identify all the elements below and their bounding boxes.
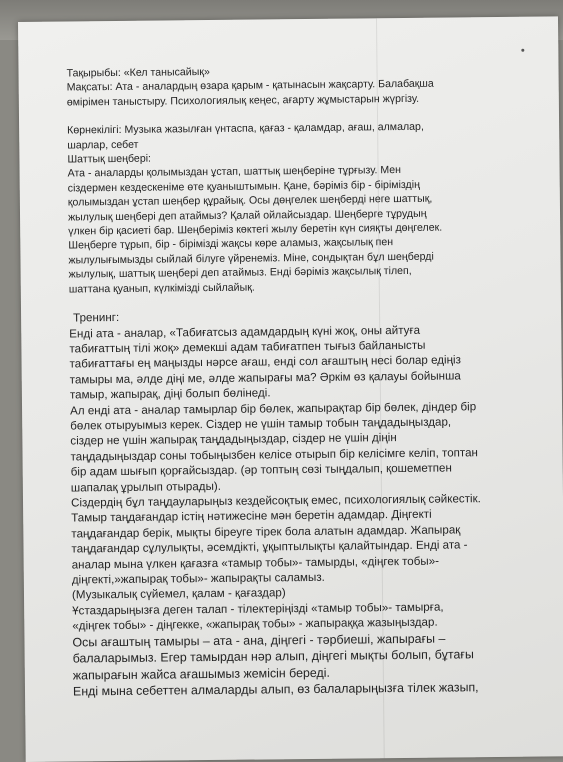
page-speck bbox=[521, 49, 524, 52]
text-line: Сіздердің бұл таңдауларыңыз кездейсоқтық емес, психологиялық сәйкестік. bbox=[70, 492, 481, 510]
text-line: Ал енді ата - аналар тамырлар бір бөлек, жапырақтар бір бөлек, діндер бір bbox=[70, 399, 477, 418]
text-line: таңдадыңыздар соны тобыңызбен келісе отырып бір келісімге келіп, топтан bbox=[70, 445, 478, 464]
text-line: Енді ата - аналар, «Табиғатсыз адамдардың күні жоқ, оны айтуға bbox=[69, 323, 421, 340]
text-line: балаларымыз. Егер тамырдан нәр алып, діңгегі мықты болып, бұтағы bbox=[72, 647, 474, 666]
text-line: Көрнекілігі: Музыка жазылған үнтаспа, қағаз - қаламдар, ағаш, алмалар, bbox=[67, 120, 424, 137]
text-line: Осы ағаштың тамыры – ата - ана, діңгегі - тәрбиеші, жапырағы – bbox=[72, 631, 446, 650]
text-line: бөлек отыруымыз керек. Сіздер не үшін тамыр тобын таңдадыңыздар, bbox=[70, 415, 452, 433]
printed-page bbox=[18, 16, 563, 762]
text-line: үлкен бір қасиеті бар. Шеңберіміз көктегі жылу беретін күн сияқты дөңгелек. bbox=[68, 221, 443, 238]
text-line: Мақсаты: Ата - аналардың өзара қарым - қатынасын жақсарту. Балабақша bbox=[66, 78, 434, 94]
text-line: Тақырыбы: «Кел танысайық» bbox=[66, 65, 210, 80]
text-line: табиғаттың тілі жоқ» демекші адам табиғатпен тығыз байланысты bbox=[69, 338, 426, 356]
text-line: сіздермен кездескеніме өте қуаныштымын. Қане, бәріміз бір - біріміздің bbox=[67, 178, 420, 195]
text-line: табиғаттағы ең маңызды нәрсе ағаш, енді сол ағаштың несі болар едіңіз bbox=[69, 353, 461, 371]
section-tree-meaning bbox=[72, 630, 503, 701]
page-text bbox=[66, 62, 503, 700]
text-line: таңдағандар сұлулықты, әсемдікті, ұқыптылықты қалайтындар. Енді ата - bbox=[71, 538, 468, 556]
text-line: тамыры ма, әлде діңі ме, әлде жапырағы ма? Әркім өз қалауы бойынша bbox=[69, 369, 461, 387]
text-line: Ата - аналарды қолымыздан ұстап, шаттық шеңберіне тұрғызу. Мен bbox=[67, 164, 402, 180]
text-line: таңдағандар берік, мықты біреуге тірек бола алатын адамдар. Жапырақ bbox=[71, 523, 461, 541]
section-intro bbox=[66, 62, 498, 297]
section-choices bbox=[71, 491, 502, 634]
text-line: діңгекті,»жапырақ тобы»- жапырақты саламыз. bbox=[71, 570, 325, 587]
text-line: жылулық шеңбері деп атаймыз? Қалай ойлайсыздар. Шеңберге тұрудың bbox=[67, 207, 427, 224]
text-line: шаттана қуанып, күлкімізді сыйлайық. bbox=[68, 281, 255, 296]
text-line: жылулық, шаттық шеңбері деп атаймыз. Енді бәріміз жақсылық тілеп, bbox=[68, 265, 412, 281]
text-line: Шаттық шеңбері: bbox=[67, 152, 152, 166]
text-line: жапырағын жайса ағашымыз жемісін береді. bbox=[72, 665, 330, 683]
text-line: аналар мына үлкен қағазға «тамыр тобы»- тамырды, «діңгек тобы»- bbox=[71, 554, 440, 572]
text-line: бір адам шығып қорғайсыздар. (әр топтың сөзі тыңдалып, қошеметпен bbox=[70, 461, 452, 479]
text-line: шапалақ ұрылып отырады). bbox=[70, 479, 222, 495]
text-line: тамыр, жапырақ, діңі болып бөлінеді. bbox=[69, 386, 271, 402]
text-line: жылулығымызды сыйлай білуге үйренеміз. Міне, сондықтан бұл шеңберді bbox=[68, 250, 434, 267]
text-line: Енді мына себеттен алмаларды алып, өз балаларыңызға тілек жазып, bbox=[72, 680, 479, 699]
text-line: Ұстаздарыңызға деген талап - тілектеріңізді «тамыр тобы»- тамырға, bbox=[72, 600, 444, 618]
text-line: Тамыр таңдағандар істің нәтижесіне мән беретін адамдар. Діңгекті bbox=[71, 508, 432, 525]
text-line: Тренинг: bbox=[73, 311, 120, 325]
text-line: (Музыкалық сүйемел, қалам - қағаздар) bbox=[71, 586, 286, 602]
text-line: шарлар, себет bbox=[67, 138, 139, 152]
section-training bbox=[69, 306, 501, 495]
text-line: сіздер не үшін жапырақ таңдадыңыздар, сіздер не үшін діңін bbox=[70, 431, 397, 448]
text-line: Шеңберге тұрып, бір - бірімізді жақсы көре аламыз, жақсылық пен bbox=[68, 236, 394, 252]
text-line: қолымыздан ұстап шеңбер құрайық. Осы дөңгелек шеңберді неге шаттық, bbox=[67, 192, 433, 209]
text-line: «діңгек тобы» - діңгекке, «жапырақ тобы» - жапыраққа жазыңыздар. bbox=[72, 615, 438, 633]
text-line: өмірімен таныстыру. Психологиялық кеңес, ағарту жұмыстарын жүргізу. bbox=[66, 92, 420, 109]
